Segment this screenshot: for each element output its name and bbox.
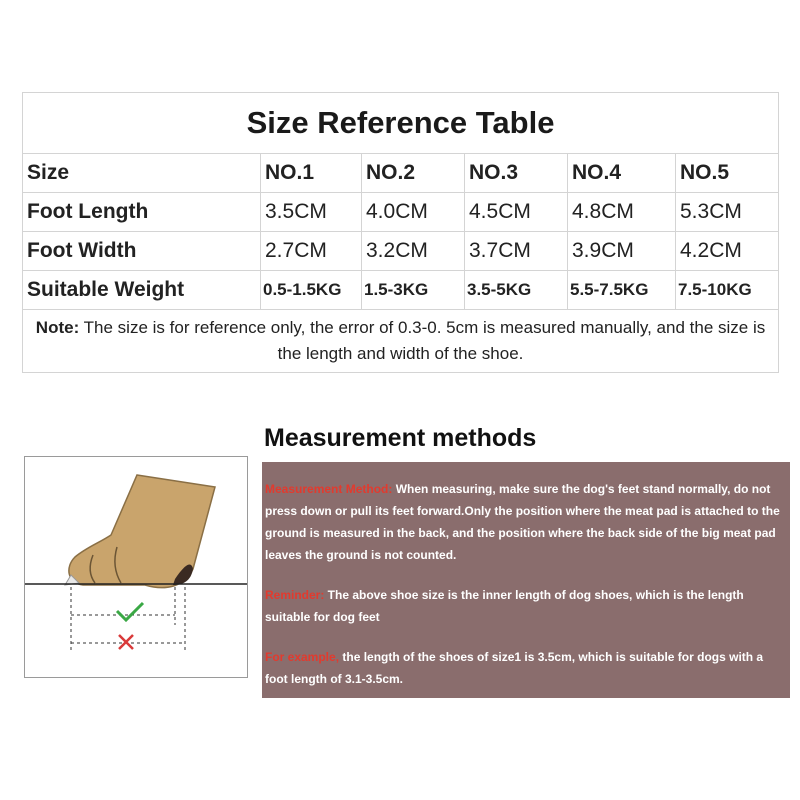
size-reference-table [22,92,779,373]
table-row-foot-width [23,232,779,271]
table-title: Size Reference Table [23,93,779,154]
table-row-foot-length [23,193,779,232]
table-cell: 3.5-5KG [465,271,568,310]
row-label: Foot Length [23,193,261,232]
header-size-label: Size [23,154,261,193]
size-header: NO.3 [465,154,568,193]
table-cell: 4.8CM [568,193,676,232]
table-cell: 1.5-3KG [362,271,465,310]
method-label: Measurement Method: [265,482,393,496]
example-label: For example, [265,650,340,664]
table-cell: 3.2CM [362,232,465,271]
table-note [23,310,779,373]
table-cell: 7.5-10KG [676,271,779,310]
size-header: NO.4 [568,154,676,193]
method-paragraph [265,478,786,566]
table-cell: 5.3CM [676,193,779,232]
paw-measurement-illustration [24,456,248,678]
row-label: Foot Width [23,232,261,271]
size-header: NO.2 [362,154,465,193]
measurement-title: Measurement methods [264,424,537,452]
example-paragraph [265,646,786,690]
table-cell: 4.2CM [676,232,779,271]
table-cell: 0.5-1.5KG [261,271,362,310]
table-cell: 5.5-7.5KG [568,271,676,310]
method-text: When measuring, make sure the dog's feet stand normally, do not press down or pull its feet forward.Only the position where the meat pad is attached to the ground is measured in the back, and the position where the back side of the big meat pad leaves the ground is not counted. [265,482,780,562]
table-cell: 4.0CM [362,193,465,232]
reminder-label: Reminder: [265,588,325,602]
measurement-method-panel [262,462,790,698]
note-text: The size is for reference only, the error of 0.3-0. 5cm is measured manually, and the size is the length and width of the shoe. [79,318,766,363]
table-cell: 4.5CM [465,193,568,232]
note-label: Note: [35,318,80,337]
cross-icon [119,635,133,649]
table-cell: 3.5CM [261,193,362,232]
table-note-row [23,310,779,373]
table-cell: 3.9CM [568,232,676,271]
example-text: the length of the shoes of size1 is 3.5cm, which is suitable for dogs with a foot length of 3.1-3.5cm. [265,650,764,686]
reminder-text: The above shoe size is the inner length of dog shoes, which is the length suitable for dog feet [265,588,744,624]
table-header-row [23,154,779,193]
paw-diagram [25,457,247,677]
table-cell: 2.7CM [261,232,362,271]
size-header: NO.5 [676,154,779,193]
table-cell: 3.7CM [465,232,568,271]
check-icon [117,603,143,620]
reminder-paragraph [265,584,786,628]
row-label: Suitable Weight [23,271,261,310]
size-header: NO.1 [261,154,362,193]
table-row-suitable-weight [23,271,779,310]
